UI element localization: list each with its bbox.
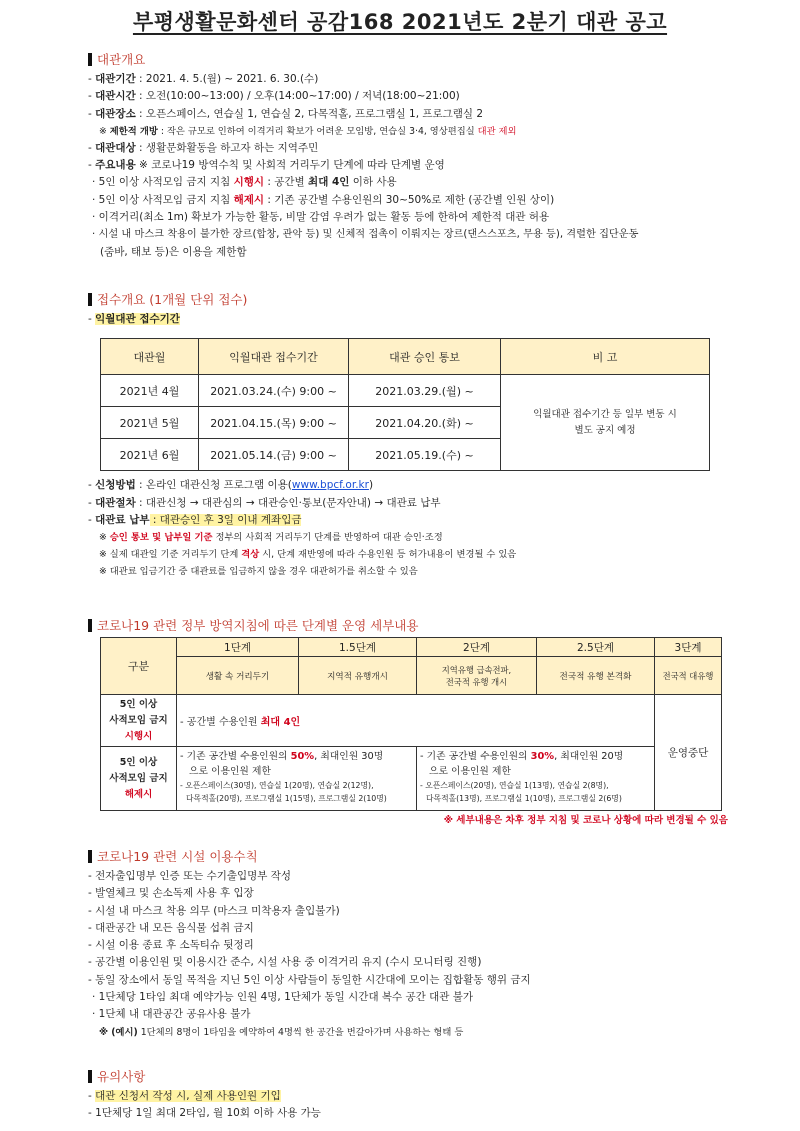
bpcf-website-link[interactable]: www.bpcf.or.kr xyxy=(291,479,369,492)
table-row: 2021년 4월 2021.03.24.(수) 9:00 ~ 2021.03.29.(월) ~ 익월대관 접수기간 등 일부 변동 시 별도 공지 예정 xyxy=(101,375,710,407)
overview-section: 대관개요 - 대관기간 : 2021. 4. 5.(월) ~ 2021. 6. 30.(수) - 대관시간 : 오전(10:00~13:00) / 오후(14:00~17:00) / 저녁(18:00~21:00) - 대관장소 : 오픈스페이스, 연습실 1, 연습실 2, 다목적홀, 프로그램실 1, 프로그램실 2 ※ 제한적 개방 : 작은 규모로 인하여 이격거리 확보가 어려운 모임방, 연습실 3·4, 영상편집실 대관 제외 - 대관대상 : 생활문화활동을 하고자 하는 지역주민 - 주요내용 ※ 코로나19 방역수칙 및 사회적 거리두기 단계에 따라 단계별 운영 · 5인 이상 사적모임 금지 지침 시행시 : 공간별 최대 4인 이하 사용 · 5인 이상 사적모임 금지 지침 해제시 : 기존 공간별 수용인원의 30~50%로 제한 (공간별 인원 상이) · 이격거리(최소 1m) 확보가 가능한 활동, 비말 감염 우려가 없는 활동 등에 한하여 제한적 대관 허용 · 시설 내 마스크 착용이 불가한 장르(합창, 관악 등) 및 신체적 접촉이 이뤄지는 장르(댄스스포츠, 무용 등), 격렬한 집단운동 (줌바, 태보 등)은 이용을 제한함 xyxy=(88,50,728,261)
notes-heading: 유의사항 xyxy=(88,1067,728,1085)
table-row: 2021년 6월 2021.05.14.(금) 9:00 ~ 2021.05.19.(수) ~ xyxy=(101,439,710,471)
page-title: 부평생활문화센터 공감168 2021년도 2분기 대관 공고 xyxy=(132,10,668,34)
operation-halt-cell: 운영중단 xyxy=(655,695,722,811)
col-approval: 대관 승인 통보 xyxy=(349,339,501,375)
notes-section: 유의사항 - 대관 신청서 작성 시, 실제 사용인원 기입 - 1단체당 1일 최대 2타임, 월 10회 이하 사용 가능 xyxy=(88,1067,728,1123)
stages-footnote: ※ 세부내용은 차후 정부 지침 및 코로나 상황에 따라 변경될 수 있음 xyxy=(443,815,728,826)
list-item: - 전자출입명부 인증 또는 수기출입명부 작성 xyxy=(88,870,292,882)
stages-heading: 코로나19 관련 정부 방역지침에 따른 단계별 운영 세부내용 xyxy=(88,616,728,634)
table-row: 2021년 5월 2021.04.15.(목) 9:00 ~ 2021.04.20.(화) ~ xyxy=(101,407,710,439)
list-item: - 동일 장소에서 동일 목적을 지닌 5인 이상 사람들이 동일한 시간대에 모이는 집합활동 행위 금지 xyxy=(88,973,531,986)
list-item: - 시설 이용 종료 후 소독티슈 뒷정리 xyxy=(88,939,254,952)
table-row: 5인 이상 사적모임 금지 시행시 - 공간별 수용인원 최대 4인 운영중단 xyxy=(101,695,722,747)
table-row: 5인 이상 사적모임 금지 해제시 - 기존 공간별 수용인원의 50%, 최대인원 30명 으로 이용인원 제한 - 오픈스페이스(30명), 연습실 1(20명), 연습실 2(12명), 다목적홀(20명), 프로그램실 1(15명), 프로그램실 2(10명) - 기존 공간별 수용인원의 30%, 최대인원 20명 으로 이용인원 제한 - 오픈스페이스(20명), 연습실 1(13명), 연습실 2(8명), 다목적홀(13명), 프로그램실 1(10명), 프로그램실 2(6명) xyxy=(101,747,722,811)
list-item: - 대관공간 내 모든 음식물 섭취 금지 xyxy=(88,921,254,934)
stages-section xyxy=(88,616,728,826)
overview-heading: 대관개요 xyxy=(88,50,728,68)
reception-heading: 접수개요 (1개월 단위 접수) xyxy=(88,290,728,308)
col-note: 비 고 xyxy=(501,339,710,375)
reception-note: 익월대관 접수기간 등 일부 변동 시 별도 공지 예정 xyxy=(501,375,710,471)
list-item: - 공간별 이용인원 및 이용시간 준수, 시설 사용 중 이격거리 유지 (수시 모니터링 진행) xyxy=(88,956,482,969)
rules-heading: 코로나19 관련 시설 이용수칙 xyxy=(88,847,728,865)
col-month: 대관월 xyxy=(101,339,199,375)
list-item: - 시설 내 마스크 착용 의무 (마스크 미착용자 출입불가) xyxy=(88,904,340,917)
rules-section: 코로나19 관련 시설 이용수칙 - 전자출입명부 인증 또는 수기출입명부 작성 - 발열체크 및 손소독제 사용 후 입장 - 시설 내 마스크 착용 의무 (마스크 미착용자 출입불가) - 대관공간 내 모든 음식물 섭취 금지 - 시설 이용 종료 후 소독티슈 뒷정리 - 공간별 이용인원 및 이용시간 준수, 시설 사용 중 이격거리 유지 (수시 모니터링 진행) - 동일 장소에서 동일 목적을 지닌 5인 이상 사람들이 동일한 시간대에 모이는 집합활동 행위 금지 · 1단체당 1타임 최대 예약가능 인원 4명, 1단체가 동일 시간대 복수 공간 대관 불가 · 1단체 내 대관공간 공유사용 불가 ※ (예시) 1단체의 8명이 1타임을 예약하여 4명씩 한 공간을 번갈아가며 사용하는 형태 등 xyxy=(88,847,728,1041)
reception-section: 접수개요 (1개월 단위 접수) - 익월대관 접수기간 대관월 익월대관 접수기간 대관 승인 통보 비 고 2021년 4월 2021.03.24.(수) 9:00 ~ 2021.03.29.(월) ~ 익월대관 접수기간 등 일부 변동 시 별도 공지 예정 2021년 5월 2021.04.15.(목) 9:00 ~ 2021.04.20.(화) ~ 2021년 6월 2021.05.14.(금) 9:00 ~ 2021.05.19.(수) ~ - 신청방법 : 온라인 대관신청 프로그램 이용(www.bpcf.or.kr) - 대관절차 : 대관신청 → 대관심의 → 대관승인·통보(문자안내) → 대관료 납부 - 대관료 납부 : 대관승인 후 3일 이내 계좌입금 ※ 승인 통보 및 납부일 기준 정부의 사회적 거리두기 단계를 반영하여 대관 승인·조정 ※ 실제 대관일 기준 거리두기 단계 격상 시, 단계 재반영에 따라 수용인원 등 허가내용이 변경될 수 있음 ※ 대관료 입금기간 중 대관료를 입금하지 않을 경우 대관허가를 취소할 수 있음 xyxy=(88,290,728,580)
stages-table: 구분 1단계 1.5단계 2단계 2.5단계 3단계 생활 속 거리두기 지역적 유행개시 지역유행 급속전파, 전국적 유행 개시 전국적 유행 본격화 전국적 대유행 5인 이상 사적모임 금지 시행시 - 공간별 수용인원 최대 4인 운영중단 5인 이상 사적모임 금지 해제시 - 기존 공간별 수용인원의 50%, 최대인원 30명 으로 이용인원 제한 - 오픈스페이스(30명), 연습실 1(20명), 연습실 2(12명), 다목적홀(20명), 프로그램실 1(15명), 프로그램실 2(10명) - 기존 공간별 수용인원의 30%, 최대인원 20명 으로 이용인원 제한 - 오픈스페이스(20명), 연습실 1(13명), 연습실 2(8명), 다목적홀(13명), 프로그램실 1(10명), 프로그램실 2(6명) xyxy=(100,637,722,811)
col-period: 익월대관 접수기간 xyxy=(199,339,349,375)
list-item: - 발열체크 및 손소독제 사용 후 입장 xyxy=(88,887,254,900)
reception-table xyxy=(100,338,710,471)
